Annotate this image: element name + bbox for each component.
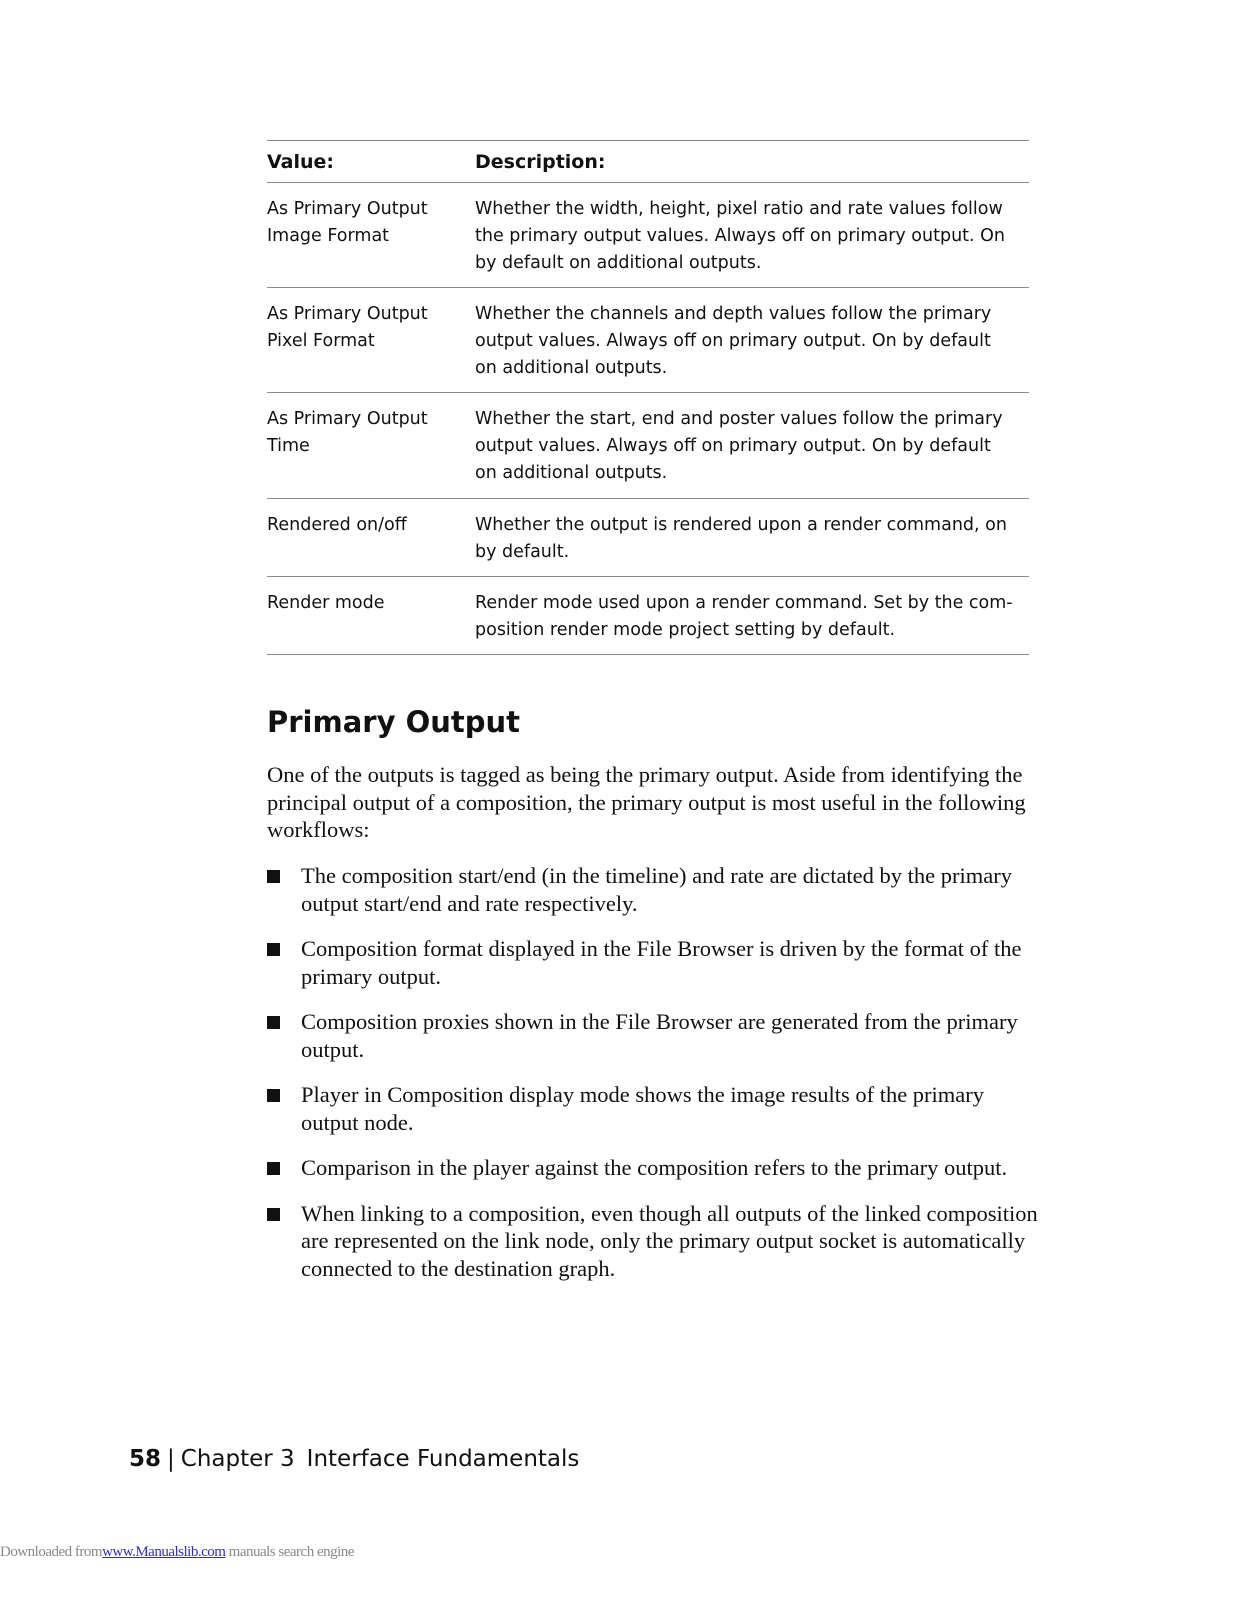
workflow-list [267, 862, 1039, 1300]
square-bullet-icon [267, 1208, 280, 1221]
row-description: Render mode used upon a render command. Set by the com-position render mode project setting by default. [475, 593, 1013, 640]
header-description: Description: [475, 150, 606, 173]
download-suffix: manuals search engine [228, 1544, 354, 1560]
table-row [267, 183, 1029, 288]
page-footer [129, 1443, 579, 1475]
list-item [267, 1200, 1039, 1283]
manualslib-link[interactable]: www.Manualslib.com [102, 1544, 226, 1560]
table-row [267, 499, 1029, 577]
table-header [267, 141, 1029, 183]
list-item-text: When linking to a composition, even though all outputs of the linked composition are represented on the link node, only the primary output socket is automatically connected to the destination graph. [301, 1200, 1038, 1281]
download-note [0, 1542, 354, 1562]
row-value: As Primary Output Time [267, 409, 428, 456]
list-item [267, 1008, 1039, 1063]
list-item-text: Composition proxies shown in the File Browser are generated from the primary output. [301, 1009, 1018, 1062]
download-prefix: Downloaded from [0, 1544, 103, 1560]
row-value: Rendered on/off [267, 515, 407, 535]
section-title: Primary Output [267, 705, 521, 739]
footer-separator: | [167, 1446, 175, 1472]
list-item-text: Player in Composition display mode shows the image results of the primary output node. [301, 1082, 985, 1135]
square-bullet-icon [267, 1162, 280, 1175]
square-bullet-icon [267, 870, 280, 883]
row-value: As Primary Output Image Format [267, 199, 428, 246]
row-description: Whether the width, height, pixel ratio and rate values follow the primary output values. Always off on primary output. On by default on additional outputs. [475, 199, 1006, 273]
row-description: Whether the output is rendered upon a render command, on by default. [475, 515, 1007, 562]
list-item-text: The composition start/end (in the timeline) and rate are dictated by the primary output start/end and rate respectively. [301, 863, 1013, 916]
table-row [267, 288, 1029, 393]
table-row [267, 577, 1029, 655]
list-item [267, 935, 1039, 990]
value-description-table [267, 140, 1029, 655]
chapter-title: Interface Fundamentals [306, 1446, 580, 1472]
row-value: Render mode [267, 593, 385, 613]
intro-paragraph: One of the outputs is tagged as being the primary output. Aside from identifying the principal output of a composition, the primary output is most useful in the following workflows: [267, 762, 1026, 842]
square-bullet-icon [267, 1089, 280, 1102]
row-value: As Primary Output Pixel Format [267, 304, 428, 351]
page-number: 58 [129, 1446, 162, 1472]
list-item [267, 862, 1039, 917]
list-item [267, 1154, 1039, 1182]
list-item-text: Comparison in the player against the composition refers to the primary output. [301, 1155, 1008, 1180]
chapter-label: Chapter 3 [180, 1446, 295, 1472]
row-description: Whether the channels and depth values follow the primary output values. Always off on primary output. On by default on additional outputs. [475, 304, 992, 378]
table-row [267, 393, 1029, 499]
list-item-text: Composition format displayed in the File Browser is driven by the format of the primary output. [301, 936, 1022, 989]
square-bullet-icon [267, 943, 280, 956]
row-description: Whether the start, end and poster values follow the primary output values. Always off on primary output. On by default on additional outputs. [475, 409, 1003, 483]
square-bullet-icon [267, 1016, 280, 1029]
list-item [267, 1081, 1039, 1136]
header-value: Value: [267, 150, 335, 173]
